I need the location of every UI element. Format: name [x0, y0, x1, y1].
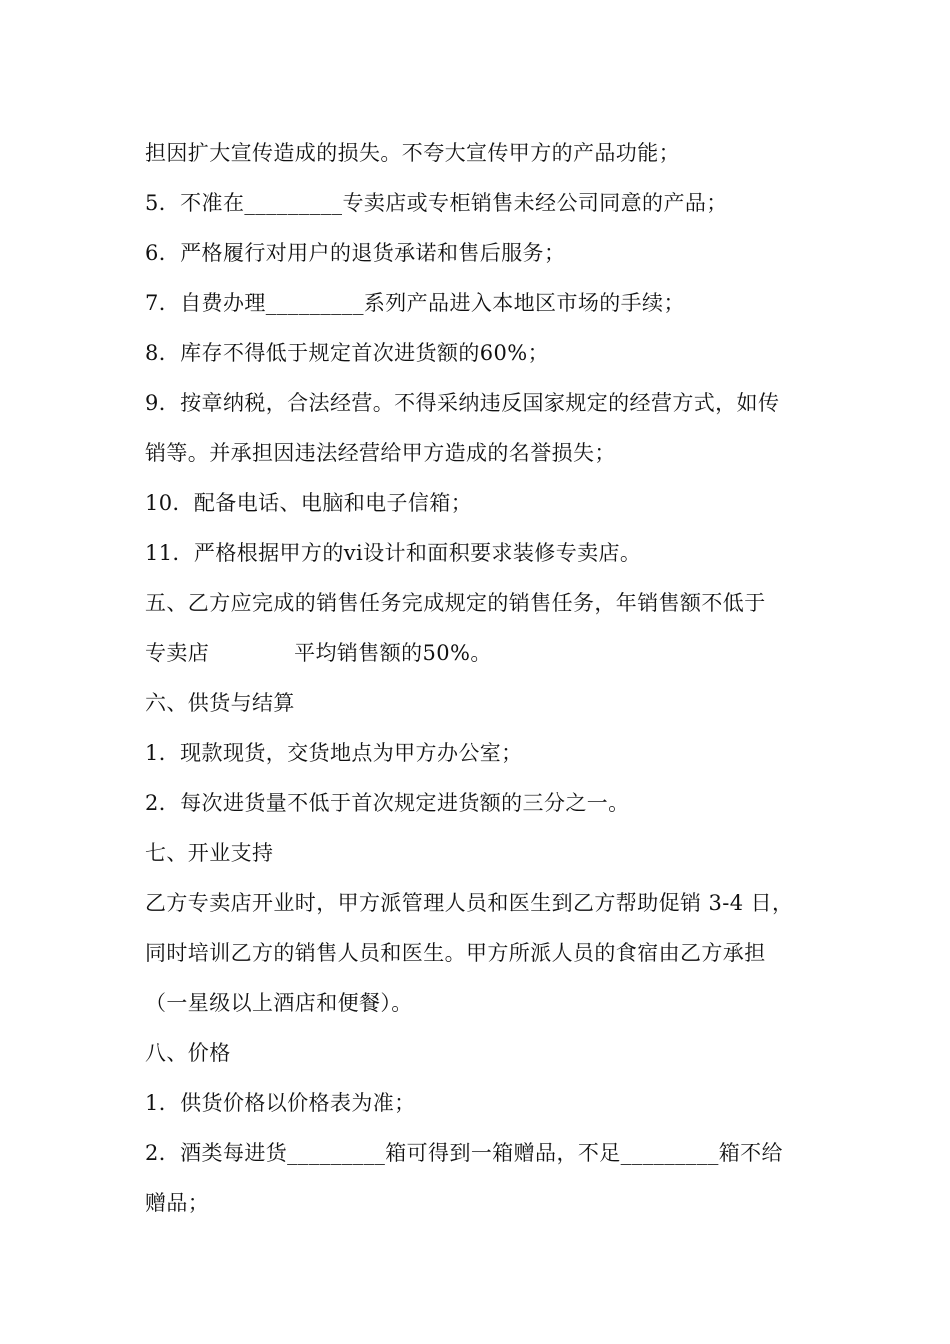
text-line: 6．严格履行对用户的退货承诺和售后服务； — [145, 241, 566, 265]
text-line: 2．酒类每进货_________箱可得到一箱赠品，不足_________箱不给 — [145, 1141, 783, 1165]
text-line: 乙方专卖店开业时，甲方派管理人员和医生到乙方帮助促销 3-4 日， — [145, 891, 794, 915]
text-line: 8．库存不得低于规定首次进货额的60%； — [145, 341, 550, 365]
section-heading: 七、开业支持 — [145, 841, 274, 865]
text-line: 5．不准在_________专卖店或专柜销售未经公司同意的产品； — [145, 191, 728, 215]
text-line: 赠品； — [145, 1191, 210, 1215]
text-line: 2．每次进货量不低于首次规定进货额的三分之一。 — [145, 791, 630, 815]
document-body — [145, 128, 815, 1228]
section-heading: 五、乙方应完成的销售任务完成规定的销售任务，年销售额不低于 — [145, 591, 766, 615]
text-line: 10．配备电话、电脑和电子信箱； — [145, 491, 473, 515]
text-line: （一星级以上酒店和便餐）。 — [145, 991, 413, 1015]
text-line: 专卖店 平均销售额的50%。 — [145, 641, 492, 665]
text-line: 同时培训乙方的销售人员和医生。甲方所派人员的食宿由乙方承担 — [145, 941, 766, 965]
text-line: 7．自费办理_________系列产品进入本地区市场的手续； — [145, 291, 685, 315]
text-line: 1．现款现货，交货地点为甲方办公室； — [145, 741, 523, 765]
text-line: 销等。并承担因违法经营给甲方造成的名誉损失； — [145, 441, 616, 465]
text-line: 11．严格根据甲方的vi设计和面积要求装修专卖店。 — [145, 541, 642, 565]
section-heading: 六、供货与结算 — [145, 691, 295, 715]
text-line: 担因扩大宣传造成的损失。不夸大宣传甲方的产品功能； — [145, 141, 680, 165]
section-heading: 八、价格 — [145, 1041, 231, 1065]
text-line: 1．供货价格以价格表为准； — [145, 1091, 416, 1115]
text-line: 9．按章纳税，合法经营。不得采纳违反国家规定的经营方式，如传 — [145, 391, 780, 415]
